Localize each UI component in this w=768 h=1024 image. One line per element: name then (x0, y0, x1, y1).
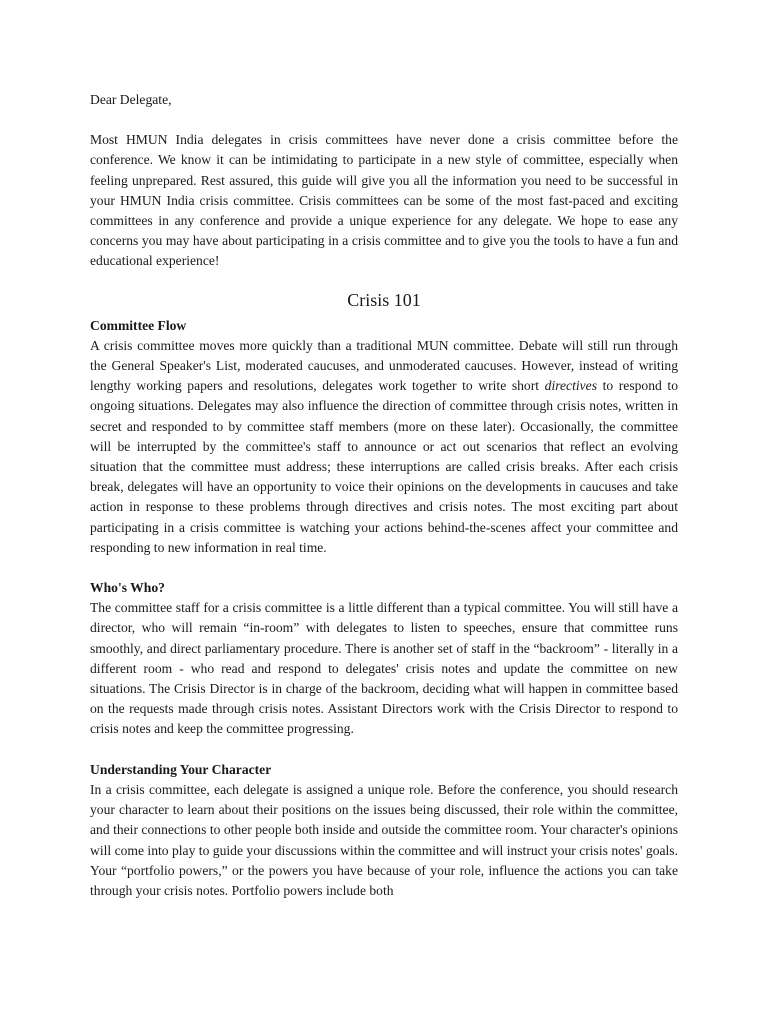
directives-term: directives (544, 378, 597, 394)
character-heading: Understanding Your Character (90, 761, 272, 777)
committee-flow-paragraph (90, 336, 678, 558)
whos-who-paragraph: The committee staff for a crisis committee is a little different than a typical committee. You will still have a director, who will remain “in-room” with delegates to listen to speeches, ensure that committee runs smoothly, and direct parliamentary procedure. There is another set of staff in the “backroom” - literally in a different room - who read and respond to delegates' crisis notes and update the committee on new situations. The Crisis Director is in charge of the backroom, deciding what will happen in committee based on the requests made through crisis notes. Assistant Directors work with the Crisis Director to respond to crisis notes and keep the committee progressing. (90, 600, 678, 737)
character-paragraph: In a crisis committee, each delegate is assigned a unique role. Before the conference, you should research your character to learn about their positions on the issues being discussed, their role within the committee, and their connections to other people both inside and outside the committee room. Your character's opinions will come into play to guide your discussions within the committee and will instruct your crisis notes' goals. Your “portfolio powers,” or the powers you have because of your role, influence the actions you can take through your crisis notes. Portfolio powers include both (90, 781, 678, 898)
section-title: Crisis 101 (347, 289, 421, 310)
salutation: Dear Delegate, (90, 92, 172, 107)
committee-flow-text-before: A crisis committee moves more quickly than a traditional MUN committee. Debate will still run through the General Speaker's List, moderated caucuses, and unmoderated caucuses. However, instead of writing lengthy working papers and resolutions, delegates work together to write short (90, 337, 678, 394)
committee-flow-text-after: to respond to ongoing situations. Delegates may also influence the direction of committee through crisis notes, written in secret and responded to by committee staff members (more on these later). Occasionally, the committee will be interrupted by the committee's staff to announce or act out scenarios that reflect an evolving situation that the committee must address; these interruptions are called crisis breaks. After each crisis break, delegates will have an opportunity to voice their opinions on the developments in caucuses and take action in response to these problems through directives and crisis notes. The most exciting part about participating in a crisis committee is watching your actions behind-the-scenes affect your committee and responding to new information in real time. (90, 378, 678, 555)
document-page (90, 90, 678, 901)
intro-paragraph: Most HMUN India delegates in crisis committees have never done a crisis committee before the conference. We know it can be intimidating to participate in a new style of committee, especially when feeling unprepared. Rest assured, this guide will give you all the information you need to be successful in your HMUN India crisis committee. Crisis committees can be some of the most fast-paced and exciting committees in any conference and provide a unique experience for any delegate. We hope to ease any concerns you may have about participating in a crisis committee and to give you the tools to have a fun and educational experience! (90, 132, 678, 269)
committee-flow-heading: Committee Flow (90, 317, 187, 333)
whos-who-heading: Who's Who? (90, 580, 165, 596)
